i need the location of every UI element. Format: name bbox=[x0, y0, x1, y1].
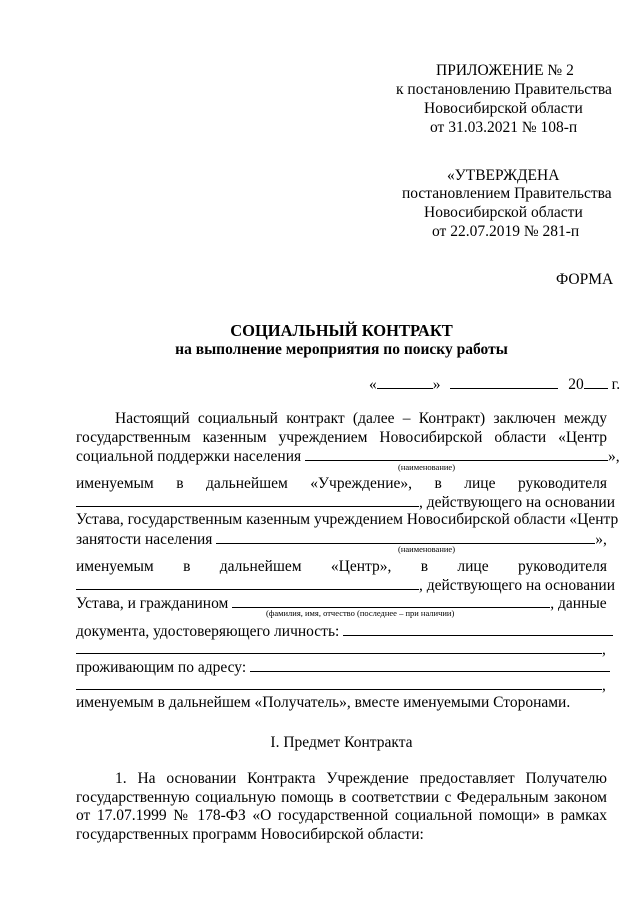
form-label: ФОРМА bbox=[556, 271, 614, 288]
preamble-line-3 bbox=[76, 446, 620, 467]
hint-name-2: (наименование) bbox=[398, 544, 456, 554]
year-suffix: г. bbox=[607, 376, 621, 393]
word: именуемым bbox=[76, 558, 154, 575]
preamble-line-7-end: », bbox=[595, 531, 607, 548]
address-field-2[interactable] bbox=[76, 675, 602, 690]
approved-line-1: постановлением Правительства bbox=[402, 185, 612, 202]
preamble-line-1: Настоящий социальный контракт (далее – Контракт) заключен между bbox=[115, 410, 607, 427]
day-field[interactable] bbox=[377, 374, 433, 389]
preamble-line-10-end: , данные bbox=[550, 595, 607, 612]
date-close-quote: » bbox=[432, 376, 441, 393]
preamble-line-4 bbox=[76, 474, 607, 494]
center-name-field[interactable] bbox=[216, 529, 595, 544]
word: именуемым bbox=[76, 475, 154, 492]
preamble-line-10-text: Устава, и гражданином bbox=[76, 595, 229, 612]
approved-line-3: от 22.07.2019 № 281-п bbox=[432, 223, 580, 240]
preamble-line-14-end: , bbox=[602, 677, 606, 694]
citizen-name-field[interactable] bbox=[232, 593, 550, 608]
word: руководителя bbox=[517, 475, 607, 492]
address-field[interactable] bbox=[250, 657, 610, 672]
word: в bbox=[176, 475, 184, 492]
section-1-p1-line-3: от 17.07.1999 № 178-ФЗ «О государственной социальной помощи» в рамках bbox=[76, 807, 607, 824]
section-1-p1-line-4: государственных программ Новосибирской области: bbox=[76, 826, 424, 843]
date-line bbox=[369, 374, 620, 395]
word: руководителя bbox=[517, 558, 607, 575]
word: «Учреждение», bbox=[310, 475, 413, 492]
appendix-title: ПРИЛОЖЕНИЕ № 2 bbox=[436, 62, 574, 79]
identity-document-field[interactable] bbox=[343, 621, 613, 636]
preamble-line-5-end: , действующего на основании bbox=[419, 494, 615, 511]
center-head-field[interactable] bbox=[76, 575, 419, 590]
identity-document-field-2[interactable] bbox=[76, 639, 602, 654]
word: дальнейшем bbox=[219, 558, 302, 575]
preamble-line-7-text: занятости населения bbox=[76, 531, 213, 548]
word: дальнейшем bbox=[206, 475, 288, 492]
word: лице bbox=[457, 558, 489, 575]
hint-fio: (фамилия, имя, отчество (последнее – при наличии) bbox=[266, 608, 455, 618]
preamble-line-9-end: , действующего на основании bbox=[419, 577, 615, 594]
section-1-p1-line-1: 1. На основании Контракта Учреждение предоставляет Получателю bbox=[115, 770, 607, 787]
appendix-line-2: Новосибирской области bbox=[424, 100, 583, 117]
section-1-p1-line-2: государственную социальную помощь в соответствии с Федеральным законом bbox=[76, 789, 607, 806]
institution-head-field[interactable] bbox=[76, 492, 419, 507]
month-field[interactable] bbox=[450, 374, 558, 389]
document-subtitle: на выполнение мероприятия по поиску работы bbox=[175, 341, 508, 358]
word: в bbox=[420, 558, 429, 575]
approved-line-2: Новосибирской области bbox=[424, 204, 583, 221]
section-1-heading: I. Предмет Контракта bbox=[270, 734, 413, 751]
word: лице bbox=[464, 475, 496, 492]
preamble-line-3-text: социальной поддержки населения bbox=[76, 448, 302, 465]
document-title: СОЦИАЛЬНЫЙ КОНТРАКТ bbox=[230, 321, 453, 340]
word: в bbox=[183, 558, 191, 575]
preamble-line-3-end: », bbox=[608, 448, 620, 465]
word: «Центр», bbox=[330, 558, 392, 575]
preamble-line-12-end: , bbox=[602, 641, 606, 658]
preamble-line-15: именуемым в дальнейшем «Получатель», вместе именуемыми Сторонами. bbox=[76, 694, 571, 711]
hint-name-1: (наименование) bbox=[398, 462, 456, 472]
appendix-line-3: от 31.03.2021 № 108-п bbox=[430, 119, 578, 136]
preamble-line-11-text: документа, удостоверяющего личность: bbox=[76, 623, 340, 640]
preamble-line-6: Устава, государственным казенным учреждением Новосибирской области «Центр bbox=[76, 511, 619, 528]
word: в bbox=[434, 475, 442, 492]
preamble-line-8 bbox=[76, 557, 607, 577]
preamble-line-13-text: проживающим по адресу: bbox=[76, 659, 247, 676]
date-open-quote: « bbox=[369, 376, 377, 393]
approved-title: «УТВЕРЖДЕНА bbox=[447, 167, 560, 184]
year-prefix: 20 bbox=[568, 376, 584, 393]
institution-name-field[interactable] bbox=[305, 446, 608, 461]
year-field[interactable] bbox=[584, 374, 608, 389]
preamble-line-2: государственным казенным учреждением Новосибирской области «Центр bbox=[76, 429, 607, 446]
appendix-line-1: к постановлению Правительства bbox=[396, 81, 612, 98]
preamble-line-7 bbox=[76, 529, 607, 550]
